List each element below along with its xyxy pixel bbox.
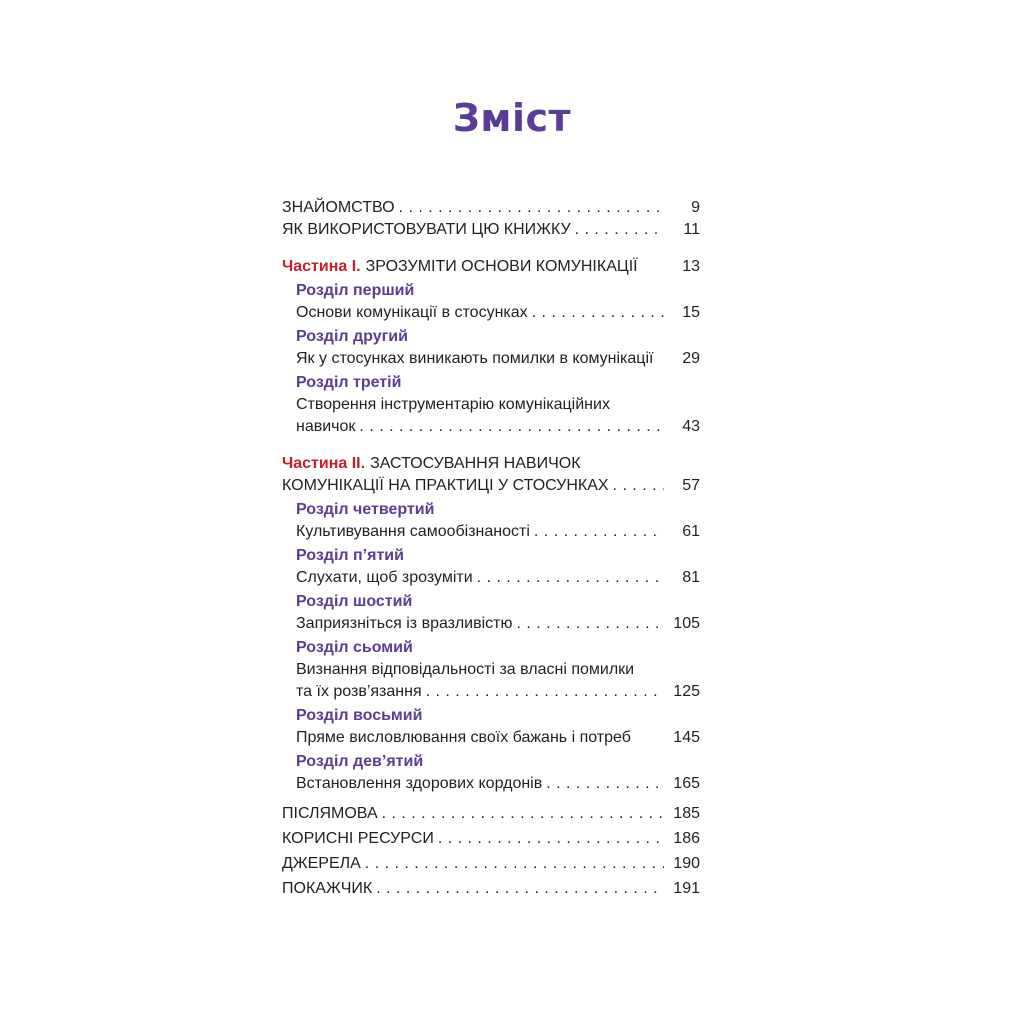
toc-entry-page: 13 (682, 258, 700, 275)
dot-leader (532, 302, 664, 324)
chapter-title: Визнання відповідальності за власні помилки (296, 661, 635, 678)
toc-chapter-entry[interactable] (282, 348, 700, 370)
chapter-heading: Розділ п’ятий (296, 547, 404, 564)
toc-part-2[interactable] (282, 475, 700, 497)
toc-chapter-entry[interactable] (282, 727, 700, 749)
chapter-title: Культивування самообізнаності (296, 523, 530, 540)
toc-entry-page: 43 (682, 418, 700, 435)
dot-leader (399, 197, 664, 219)
chapter-heading: Розділ перший (296, 282, 415, 299)
chapter-title: Пряме висловлювання своїх бажань і потреб (296, 729, 631, 746)
toc-entry-page: 125 (673, 683, 700, 700)
toc-entry-label: ПІСЛЯМОВА (282, 805, 378, 822)
chapter-title: навичок (296, 418, 356, 435)
toc-chapter-entry-line[interactable] (282, 394, 700, 416)
chapter-title: Як у стосунках виникають помилки в комунікації (296, 350, 654, 367)
dot-leader (359, 416, 664, 438)
toc-entry-label: ПОКАЖЧИК (282, 880, 373, 897)
toc-chapter-entry[interactable] (282, 773, 700, 795)
toc-chapter-entry[interactable] (282, 567, 700, 589)
toc-entry[interactable] (282, 219, 700, 241)
toc-entry-page: 11 (683, 221, 700, 238)
toc-entry-page: 57 (682, 477, 700, 494)
toc-entry-page: 165 (673, 775, 700, 792)
dot-leader (517, 613, 665, 635)
dot-leader (546, 773, 664, 795)
toc-entry[interactable] (282, 197, 700, 219)
dot-leader (613, 475, 664, 497)
chapter-title: Встановлення здорових кордонів (296, 775, 543, 792)
toc-part-2-line[interactable] (282, 453, 700, 475)
chapter-heading: Розділ дев’ятий (296, 753, 424, 770)
toc-entry-label: КОРИСНІ РЕСУРСИ (282, 830, 434, 847)
toc-part-1[interactable] (282, 256, 700, 278)
toc-entry-page: 191 (673, 880, 700, 897)
toc-entry-label: ЗНАЙОМСТВО (282, 199, 395, 216)
part-title: ЗАСТОСУВАННЯ НАВИЧОК (370, 455, 581, 472)
toc-chapter-entry[interactable] (282, 302, 700, 324)
toc-entry-page: 9 (691, 199, 700, 216)
toc-entry-page: 190 (673, 855, 700, 872)
toc-entry-page: 145 (673, 729, 700, 746)
toc-chapter-entry[interactable] (282, 681, 700, 703)
dot-leader (534, 521, 664, 543)
toc-entry-page: 81 (682, 569, 700, 586)
toc-chapter-entry[interactable] (282, 416, 700, 438)
dot-leader (365, 853, 664, 875)
dot-leader (575, 219, 664, 241)
chapter-heading: Розділ четвертий (296, 501, 435, 518)
chapter-title: Заприязніться із вразливістю (296, 615, 513, 632)
part-title: КОМУНІКАЦІЇ НА ПРАКТИЦІ У СТОСУНКАХ (282, 477, 609, 494)
toc-entry[interactable] (282, 803, 700, 825)
toc-entry[interactable] (282, 853, 700, 875)
table-of-contents (282, 197, 700, 900)
dot-leader (438, 828, 664, 850)
dot-leader (426, 681, 664, 703)
toc-entry-page: 61 (682, 523, 700, 540)
toc-entry-page: 29 (682, 350, 700, 367)
dot-leader (382, 803, 664, 825)
page-title: Зміст (452, 96, 572, 140)
toc-chapter-entry[interactable] (282, 613, 700, 635)
chapter-heading: Розділ третій (296, 374, 402, 391)
chapter-title: та їх розв’язання (296, 683, 422, 700)
part-label: Частина І. (282, 258, 361, 275)
chapter-title: Створення інструментарію комунікаційних (296, 396, 610, 413)
chapter-heading: Розділ сьомий (296, 639, 413, 656)
toc-entry[interactable] (282, 828, 700, 850)
part-title: ЗРОЗУМІТИ ОСНОВИ КОМУНІКАЦІЇ (365, 258, 638, 275)
toc-chapter-entry[interactable] (282, 521, 700, 543)
toc-entry-page: 15 (682, 304, 700, 321)
chapter-heading: Розділ шостий (296, 593, 413, 610)
toc-entry-label: ЯК ВИКОРИСТОВУВАТИ ЦЮ КНИЖКУ (282, 221, 571, 238)
dot-leader (376, 878, 664, 900)
dot-leader (477, 567, 664, 589)
part-label: Частина ІІ. (282, 455, 366, 472)
toc-entry-page: 186 (673, 830, 700, 847)
toc-entry-label: ДЖЕРЕЛА (282, 855, 361, 872)
chapter-heading: Розділ другий (296, 328, 408, 345)
chapter-title: Основи комунікації в стосунках (296, 304, 528, 321)
toc-entry-page: 105 (673, 615, 700, 632)
chapter-heading: Розділ восьмий (296, 707, 423, 724)
toc-entry[interactable] (282, 878, 700, 900)
toc-entry-page: 185 (673, 805, 700, 822)
toc-chapter-entry-line[interactable] (282, 659, 700, 681)
chapter-title: Слухати, щоб зрозуміти (296, 569, 473, 586)
